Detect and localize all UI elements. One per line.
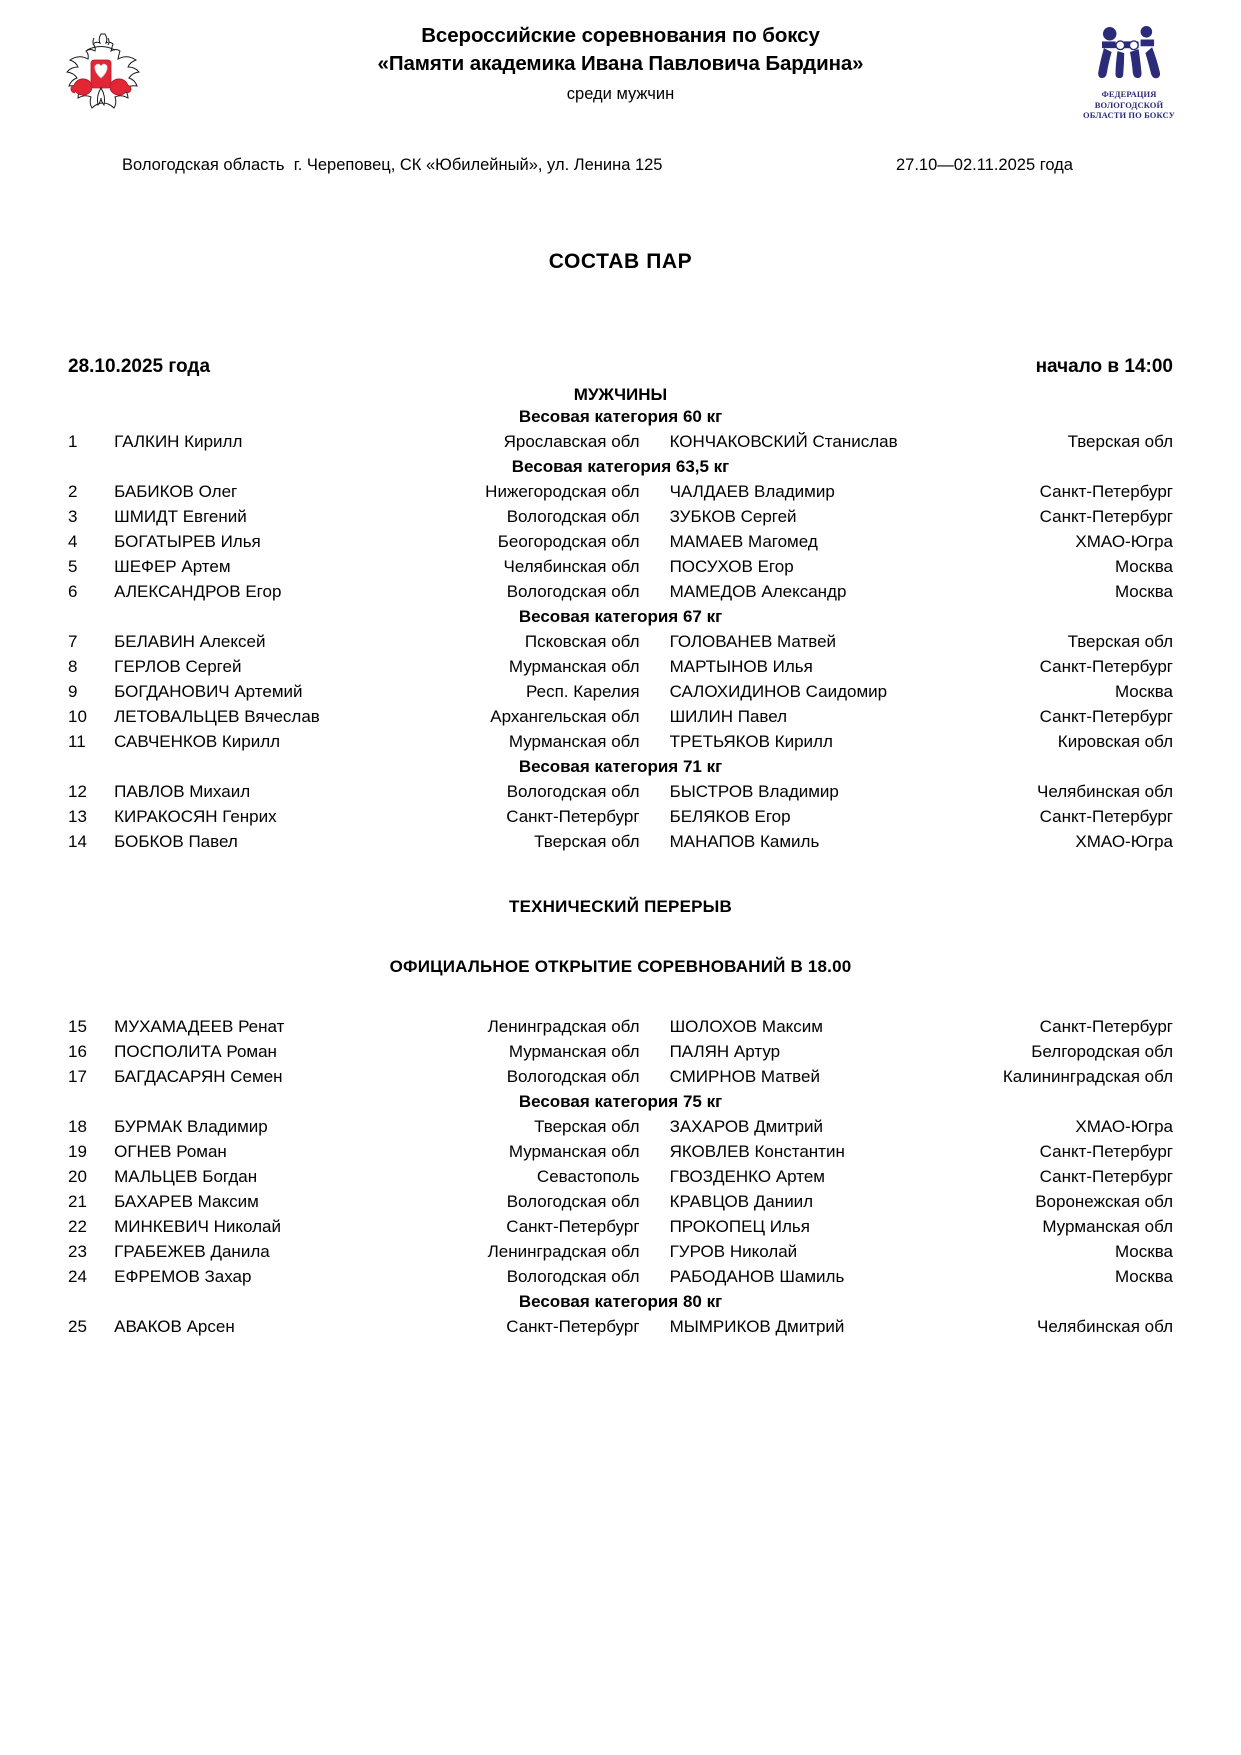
red-corner-name: МИНКЕВИЧ Николай <box>114 1217 281 1236</box>
table-row <box>68 1017 1173 1042</box>
blue-corner-region: Москва <box>1114 582 1173 601</box>
bout-number: 8 <box>68 657 78 676</box>
red-corner-name: ГРАБЕЖЕВ Данила <box>114 1242 270 1261</box>
blue-corner-name: МАРТЫНОВ Илья <box>669 657 813 676</box>
red-corner-name: БАГДАСАРЯН Семен <box>114 1067 283 1086</box>
table-row <box>68 1167 1173 1192</box>
bout-number: 22 <box>68 1217 87 1236</box>
blue-corner-name: ЗАХАРОВ Дмитрий <box>669 1117 824 1136</box>
table-row <box>68 707 1173 732</box>
vologda-boxing-federation-logo <box>1073 22 1185 122</box>
weight-category-60: Весовая категория 60 кг <box>518 407 723 426</box>
bout-number: 15 <box>68 1017 87 1036</box>
blue-corner-region: ХМАО-Югра <box>1075 832 1173 851</box>
bouts-table-first-session <box>68 407 1173 857</box>
red-corner-region: Вологодская обл <box>506 1267 640 1286</box>
red-corner-name: АЛЕКСАНДРОВ Егор <box>114 582 282 601</box>
weight-category-80: Весовая категория 80 кг <box>518 1292 723 1311</box>
red-corner-region: Мурманская обл <box>508 1042 640 1061</box>
blue-corner-name: ПРОКОПЕЦ Илья <box>669 1217 810 1236</box>
red-corner-name: АВАКОВ Арсен <box>114 1317 235 1336</box>
blue-corner-name: ГВОЗДЕНКО Артем <box>669 1167 825 1186</box>
bout-number: 5 <box>68 557 78 576</box>
table-row <box>68 732 1173 757</box>
table-row <box>68 507 1173 532</box>
blue-corner-region: Санкт-Петербург <box>1039 1167 1173 1186</box>
red-corner-name: ГЕРЛОВ Сергей <box>114 657 242 676</box>
blue-corner-region: Мурманская обл <box>1042 1217 1173 1236</box>
red-corner-name: ШЕФЕР Артем <box>114 557 231 576</box>
blue-corner-region: Тверская обл <box>1067 432 1173 451</box>
blue-corner-region: Санкт-Петербург <box>1039 1142 1173 1161</box>
bout-number: 2 <box>68 482 78 501</box>
bouts-table-second-session <box>68 1017 1173 1342</box>
red-corner-name: БОГДАНОВИЧ Артемий <box>114 682 303 701</box>
blue-corner-name: ШИЛИН Павел <box>669 707 788 726</box>
blue-corner-name: ПОСУХОВ Егор <box>669 557 794 576</box>
blue-corner-name: МАМАЕВ Магомед <box>669 532 818 551</box>
table-row <box>68 1242 1173 1267</box>
blue-corner-region: ХМАО-Югра <box>1075 1117 1173 1136</box>
blue-corner-name: ГУРОВ Николай <box>669 1242 798 1261</box>
table-row <box>68 632 1173 657</box>
bout-number: 6 <box>68 582 78 601</box>
blue-corner-name: САЛОХИДИНОВ Саидомир <box>669 682 888 701</box>
red-corner-region: Псковская обл <box>524 632 640 651</box>
blue-corner-name: ЯКОВЛЕВ Константин <box>669 1142 845 1161</box>
table-row <box>68 832 1173 857</box>
table-row <box>68 432 1173 457</box>
red-corner-region: Мурманская обл <box>508 732 640 751</box>
russian-boxing-federation-eagle-emblem <box>58 24 144 116</box>
gender-section-heading: МУЖЧИНЫ <box>573 385 668 404</box>
red-corner-region: Тверская обл <box>534 1117 640 1136</box>
bout-number: 7 <box>68 632 78 651</box>
blue-corner-region: Санкт-Петербург <box>1039 482 1173 501</box>
weight-category-75: Весовая категория 75 кг <box>518 1092 723 1111</box>
page-title: СОСТАВ ПАР <box>548 250 693 273</box>
red-corner-region: Санкт-Петербург <box>506 1317 640 1336</box>
blue-corner-name: ЧАЛДАЕВ Владимир <box>669 482 835 501</box>
bout-number: 24 <box>68 1267 87 1286</box>
blue-corner-region: Москва <box>1114 682 1173 701</box>
red-corner-region: Тверская обл <box>534 832 640 851</box>
session-start-time: начало в 14:00 <box>1035 356 1173 377</box>
table-row <box>68 482 1173 507</box>
red-corner-region: Ленинградская обл <box>487 1017 640 1036</box>
technical-break-heading: ТЕХНИЧЕСКИЙ ПЕРЕРЫВ <box>509 897 732 916</box>
bout-number: 11 <box>68 732 86 751</box>
blue-corner-name: СМИРНОВ Матвей <box>669 1067 820 1086</box>
table-row <box>68 532 1173 557</box>
red-corner-region: Санкт-Петербург <box>506 1217 640 1236</box>
table-row <box>68 682 1173 707</box>
red-corner-region: Ленинградская обл <box>487 1242 640 1261</box>
red-corner-name: МАЛЬЦЕВ Богдан <box>114 1167 258 1186</box>
competition-dates: 27.10—02.11.2025 года <box>895 156 1073 174</box>
blue-corner-name: КОНЧАКОВСКИЙ Станислав <box>669 432 898 451</box>
bout-number: 10 <box>68 707 87 726</box>
table-row <box>68 1142 1173 1167</box>
venue-address: Вологодская область г. Череповец, СК «Юбилейный», ул. Ленина 125 <box>122 156 663 174</box>
bout-number: 23 <box>68 1242 87 1261</box>
blue-corner-region: Москва <box>1114 1267 1173 1286</box>
bout-number: 20 <box>68 1167 87 1186</box>
document-header <box>68 0 1173 132</box>
blue-corner-region: ХМАО-Югра <box>1075 532 1173 551</box>
red-corner-name: БЕЛАВИН Алексей <box>114 632 266 651</box>
red-corner-name: ГАЛКИН Кирилл <box>114 432 243 451</box>
red-corner-region: Вологодская обл <box>506 782 640 801</box>
table-row <box>68 807 1173 832</box>
bout-number: 1 <box>68 432 78 451</box>
blue-corner-region: Тверская обл <box>1067 632 1173 651</box>
bout-number: 19 <box>68 1142 87 1161</box>
red-corner-region: Ярославская обл <box>503 432 640 451</box>
bout-number: 12 <box>68 782 87 801</box>
weight-category-row <box>68 407 1173 432</box>
table-row <box>68 1042 1173 1067</box>
table-row <box>68 1117 1173 1142</box>
red-corner-region: Вологодская обл <box>506 1192 640 1211</box>
table-row <box>68 582 1173 607</box>
red-corner-name: БОБКОВ Павел <box>114 832 238 851</box>
weight-category-63-5: Весовая категория 63,5 кг <box>511 457 730 476</box>
red-corner-name: БАХАРЕВ Максим <box>114 1192 259 1211</box>
bout-number: 16 <box>68 1042 87 1061</box>
table-row <box>68 1067 1173 1092</box>
blue-corner-region: Санкт-Петербург <box>1039 507 1173 526</box>
red-corner-name: ЛЕТОВАЛЬЦЕВ Вячеслав <box>114 707 320 726</box>
red-corner-name: МУХАМАДЕЕВ Ренат <box>114 1017 285 1036</box>
blue-corner-region: Челябинская обл <box>1036 782 1173 801</box>
blue-corner-name: ЗУБКОВ Сергей <box>669 507 797 526</box>
table-row <box>68 557 1173 582</box>
bout-number: 9 <box>68 682 78 701</box>
blue-corner-region: Санкт-Петербург <box>1039 657 1173 676</box>
official-opening-heading: ОФИЦИАЛЬНОЕ ОТКРЫТИЕ СОРЕВНОВАНИЙ В 18.00 <box>389 957 852 976</box>
competition-title-block <box>68 22 1173 108</box>
weight-category-row <box>68 607 1173 632</box>
blue-corner-region: Воронежская обл <box>1035 1192 1173 1211</box>
red-corner-region: Мурманская обл <box>508 657 640 676</box>
red-corner-region: Санкт-Петербург <box>506 807 640 826</box>
blue-corner-name: БЫСТРОВ Владимир <box>669 782 839 801</box>
blue-corner-name: ПАЛЯН Артур <box>669 1042 781 1061</box>
weight-category-71: Весовая категория 71 кг <box>518 757 723 776</box>
federation-caption-line-2: ВОЛОГОДСКОЙ <box>1094 99 1164 110</box>
competition-subtitle: среди мужчин <box>566 85 675 103</box>
bout-number: 18 <box>68 1117 87 1136</box>
red-corner-region: Нижегородская обл <box>485 482 640 501</box>
red-corner-region: Респ. Карелия <box>526 682 640 701</box>
red-corner-region: Беогородская обл <box>497 532 640 551</box>
federation-caption-line-1: ФЕДЕРАЦИЯ <box>1101 89 1157 99</box>
bout-number: 17 <box>68 1067 87 1086</box>
red-corner-name: ПОСПОЛИТА Роман <box>114 1042 277 1061</box>
blue-corner-region: Санкт-Петербург <box>1039 1017 1173 1036</box>
red-corner-region: Вологодская обл <box>506 582 640 601</box>
blue-corner-name: ШОЛОХОВ Максим <box>669 1017 823 1036</box>
blue-corner-region: Калининградская обл <box>1002 1067 1173 1086</box>
blue-corner-name: МАМЕДОВ Александр <box>669 582 847 601</box>
red-corner-name: БОГАТЫРЕВ Илья <box>114 532 261 551</box>
table-row <box>68 1267 1173 1292</box>
table-row <box>68 657 1173 682</box>
competition-title-line-2: «Памяти академика Ивана Павловича Бардина» <box>377 52 864 75</box>
bout-number: 25 <box>68 1317 87 1336</box>
bout-number: 4 <box>68 532 78 551</box>
blue-corner-name: РАБОДАНОВ Шамиль <box>669 1267 845 1286</box>
blue-corner-name: МЫМРИКОВ Дмитрий <box>669 1317 845 1336</box>
competition-title-line-1: Всероссийские соревнования по боксу <box>421 24 820 47</box>
blue-corner-region: Санкт-Петербург <box>1039 807 1173 826</box>
table-row <box>68 782 1173 807</box>
blue-corner-name: БЕЛЯКОВ Егор <box>669 807 791 826</box>
red-corner-name: САВЧЕНКОВ Кирилл <box>114 732 281 751</box>
blue-corner-region: Санкт-Петербург <box>1039 707 1173 726</box>
blue-corner-name: ТРЕТЬЯКОВ Кирилл <box>669 732 833 751</box>
red-corner-name: БАБИКОВ Олег <box>114 482 238 501</box>
weight-category-67: Весовая категория 67 кг <box>518 607 723 626</box>
blue-corner-name: КРАВЦОВ Даниил <box>669 1192 814 1211</box>
weight-category-row <box>68 757 1173 782</box>
bout-number: 13 <box>68 807 87 826</box>
blue-corner-name: МАНАПОВ Камиль <box>669 832 820 851</box>
session-date: 28.10.2025 года <box>68 356 211 377</box>
venue-row <box>68 156 1173 180</box>
session-date-row <box>68 356 1173 382</box>
federation-caption-line-3: ОБЛАСТИ ПО БОКСУ <box>1083 110 1175 120</box>
red-corner-region: Вологодская обл <box>506 1067 640 1086</box>
bout-number: 3 <box>68 507 78 526</box>
red-corner-name: ОГНЕВ Роман <box>114 1142 227 1161</box>
red-corner-name: ШМИДТ Евгений <box>114 507 247 526</box>
blue-corner-region: Кировская обл <box>1057 732 1173 751</box>
red-corner-region: Челябинская обл <box>503 557 640 576</box>
table-row <box>68 1217 1173 1242</box>
red-corner-region: Мурманская обл <box>508 1142 640 1161</box>
table-row <box>68 1317 1173 1342</box>
blue-corner-region: Москва <box>1114 1242 1173 1261</box>
weight-category-row <box>68 1092 1173 1117</box>
red-corner-name: ПАВЛОВ Михаил <box>114 782 251 801</box>
blue-corner-region: Белгородская обл <box>1031 1042 1173 1061</box>
weight-category-row <box>68 1292 1173 1317</box>
blue-corner-region: Москва <box>1114 557 1173 576</box>
blue-corner-region: Челябинская обл <box>1036 1317 1173 1336</box>
bout-number: 21 <box>68 1192 87 1211</box>
weight-category-row <box>68 457 1173 482</box>
red-corner-region: Севастополь <box>536 1167 640 1186</box>
red-corner-name: КИРАКОСЯН Генрих <box>114 807 277 826</box>
bout-number: 14 <box>68 832 87 851</box>
red-corner-region: Архангельская обл <box>490 707 640 726</box>
table-row <box>68 1192 1173 1217</box>
red-corner-name: БУРМАК Владимир <box>114 1117 268 1136</box>
red-corner-region: Вологодская обл <box>506 507 640 526</box>
blue-corner-name: ГОЛОВАНЕВ Матвей <box>669 632 837 651</box>
red-corner-name: ЕФРЕМОВ Захар <box>114 1267 252 1286</box>
